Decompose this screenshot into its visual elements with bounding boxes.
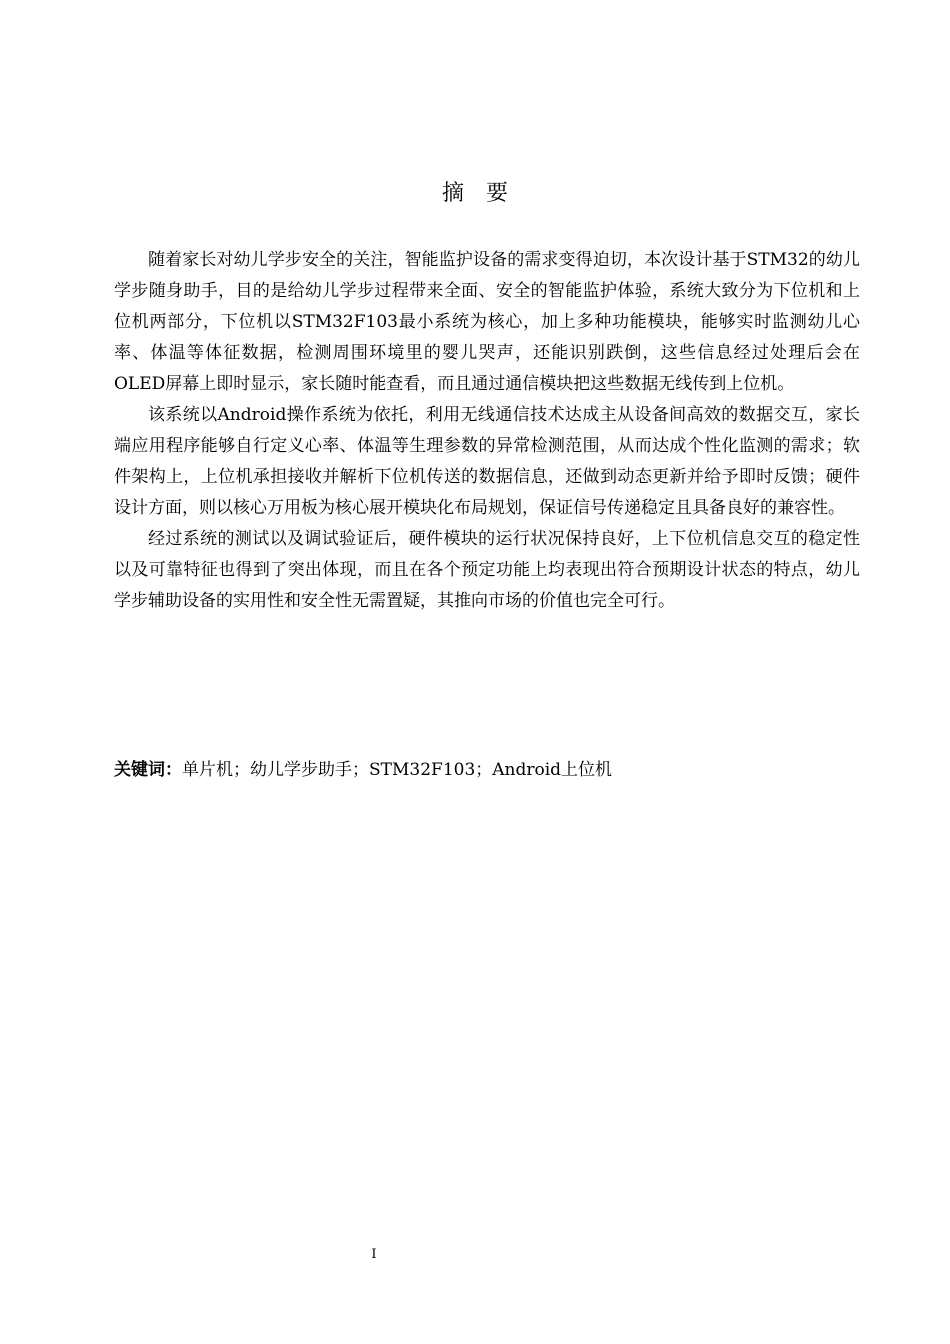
abstract-body	[114, 245, 860, 617]
abstract-paragraph-2: 该系统以Android操作系统为依托，利用无线通信技术达成主从设备间高效的数据交互，家长端应用程序能够自行定义心率、体温等生理参数的异常检测范围，从而达成个性化监测的需求；软件架构上，上位机承担接收并解析下位机传送的数据信息，还做到动态更新并给予即时反馈；硬件设计方面，则以核心万用板为核心展开模块化布局规划，保证信号传递稳定且具备良好的兼容性。	[114, 405, 860, 518]
abstract-paragraph-1: 随着家长对幼儿学步安全的关注，智能监护设备的需求变得迫切，本次设计基于STM32的幼儿学步随身助手，目的是给幼儿学步过程带来全面、安全的智能监护体验，系统大致分为下位机和上位机两部分，下位机以STM32F103最小系统为核心，加上多种功能模块，能够实时监测幼儿心率、体温等体征数据，检测周围环境里的婴儿哭声，还能识别跌倒，这些信息经过处理后会在OLED屏幕上即时显示，家长随时能查看，而且通过通信模块把这些数据无线传到上位机。	[114, 250, 860, 394]
keywords-label: 关键词：	[114, 760, 182, 780]
abstract-paragraph-3: 经过系统的测试以及调试验证后，硬件模块的运行状况保持良好，上下位机信息交互的稳定性以及可靠特征也得到了突出体现，而且在各个预定功能上均表现出符合预期设计状态的特点，幼儿学步辅助设备的实用性和安全性无需置疑，其推向市场的价值也完全可行。	[114, 529, 860, 611]
keywords-text: 单片机；幼儿学步助手；STM32F103；Android上位机	[182, 760, 613, 780]
keywords-line	[114, 755, 860, 786]
abstract-title: 摘 要	[441, 181, 508, 206]
page-number: I	[371, 1247, 377, 1262]
